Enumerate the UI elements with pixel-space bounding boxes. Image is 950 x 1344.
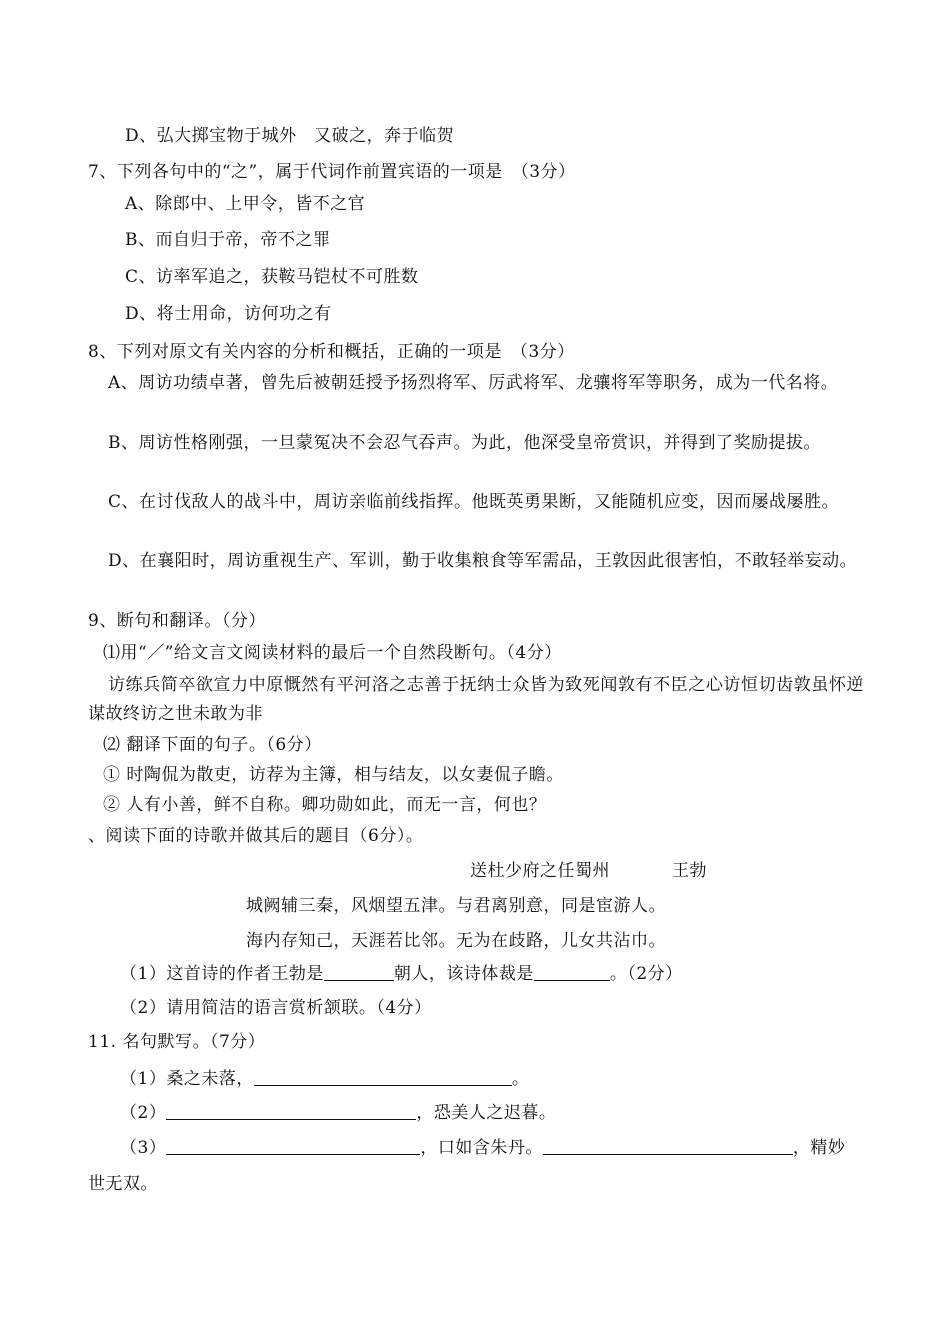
q9-stem: 9、断句和翻译。（分） (88, 611, 266, 631)
q11-item-3-middle: ，口如含朱丹。 (420, 1138, 543, 1158)
q10-sub-1-prefix: （1）这首诗的作者王勃是 (120, 964, 324, 984)
q10-sub-2: （2）请用简洁的语言赏析颔联。（4分） (120, 998, 432, 1018)
q10-sub-1-middle: 朝人，该诗体裁是 (393, 964, 534, 984)
q11-item-1-prefix: （1）桑之未落， (120, 1069, 254, 1089)
q7-option-c: C、访率军追之，获鞍马铠杖不可胜数 (125, 267, 419, 287)
q11-item-2-suffix: ，恐美人之迟暮。 (416, 1103, 557, 1123)
q6-option-d: D、弘大掷宝物于城外 又破之，奔于临贺 (125, 126, 455, 146)
q11-item-3-prefix: （3） (120, 1138, 167, 1158)
q11-item-3-continuation: 世无双。 (88, 1174, 158, 1194)
recitation-blank-4[interactable] (543, 1136, 793, 1155)
q11-item-1-suffix: 。 (511, 1069, 530, 1089)
q11-stem: 11. 名句默写。（7分） (88, 1032, 266, 1052)
q7-option-b: B、而自归于帝，帝不之罪 (125, 230, 331, 250)
q7-stem: 7、下列各句中的“之”，属于代词作前置宾语的一项是 （3分） (88, 162, 576, 182)
poem-author: 王勃 (672, 861, 707, 881)
q11-item-3-suffix: ，精妙 (792, 1138, 846, 1158)
poem-title: 送杜少府之任蜀州 (470, 861, 610, 881)
q9-part2-stem: ⑵ 翻译下面的句子。（6分） (103, 735, 322, 755)
q8-option-b: B、周访性格刚强，一旦蒙冤决不会忍气吞声。为此，他深受皇帝赏识，并得到了奖励提拔。 (108, 433, 821, 453)
q11-item-2 (120, 1101, 556, 1125)
q9-sentence-1: ① 时陶侃为散吏，访荐为主簿，相与结友，以女妻侃子瞻。 (103, 765, 564, 785)
poem-line-1: 城阙辅三秦，风烟望五津。与君离别意，同是宦游人。 (246, 896, 666, 916)
q10-stem: 、阅读下面的诗歌并做其后的题目（6分）。 (88, 826, 424, 846)
genre-answer-blank[interactable] (534, 962, 610, 981)
q9-part1-stem: ⑴用“／”给文言文阅读材料的最后一个自然段断句。（4分） (103, 643, 562, 663)
recitation-blank-3[interactable] (166, 1136, 420, 1155)
q9-part1-text: 访练兵简卒欲宣力中原慨然有平河洛之志善于抚纳士众皆为致死闻敦有不臣之心访恒切齿敦虽怀逆谋故终访之世未敢为非 (88, 675, 864, 724)
poem-line-2: 海内存知己，天涯若比邻。无为在歧路，儿女共沾巾。 (246, 931, 666, 951)
q8-option-d: D、在襄阳时，周访重视生产、军训，勤于收集粮食等军需品，王敦因此很害怕，不敢轻举妄动。 (108, 551, 858, 571)
q8-stem: 8、下列对原文有关内容的分析和概括，正确的一项是 （3分） (88, 342, 575, 362)
q10-sub-1-suffix: 。（2分） (609, 964, 683, 984)
recitation-blank-1[interactable] (254, 1067, 512, 1086)
q8-option-a: A、周访功绩卓著，曾先后被朝廷授予扬烈将军、厉武将军、龙骧将军等职务，成为一代名将。 (108, 373, 839, 393)
recitation-blank-2[interactable] (166, 1101, 416, 1120)
q7-option-a: A、除郎中、上甲令，皆不之官 (125, 194, 366, 214)
q11-item-1 (120, 1067, 529, 1091)
dynasty-answer-blank[interactable] (324, 962, 394, 981)
q11-item-3 (120, 1136, 845, 1160)
q11-item-2-prefix: （2） (120, 1103, 167, 1123)
q9-sentence-2: ② 人有小善，鲜不自称。卿功勋如此，而无一言，何也？ (103, 795, 547, 815)
q10-sub-1 (120, 962, 683, 986)
q8-option-c: C、在讨伐敌人的战斗中，周访亲临前线指挥。他既英勇果断，又能随机应变，因而屡战屡胜。 (108, 492, 840, 512)
q7-option-d: D、将士用命，访何功之有 (125, 304, 332, 324)
